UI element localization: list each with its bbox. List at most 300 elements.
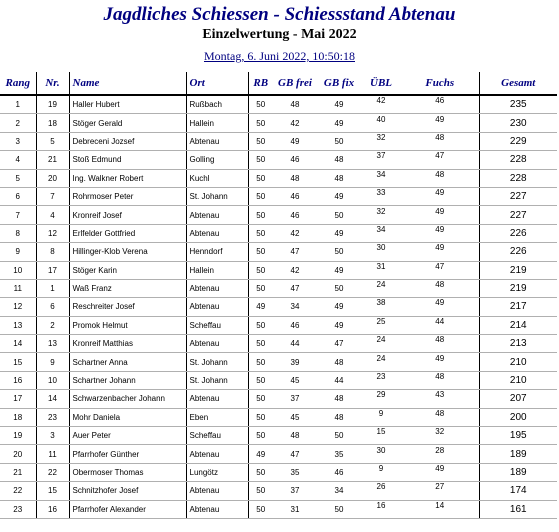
cell-nr: 7 <box>36 187 69 205</box>
cell-ort: Lungötz <box>186 463 248 481</box>
cell-fuchs-value: 48 <box>435 169 445 179</box>
col-header-gbfrei: GB frei <box>273 72 317 95</box>
cell-ort: Golling <box>186 151 248 169</box>
cell-fuchs <box>401 298 479 316</box>
cell-rang: 10 <box>0 261 36 279</box>
cell-fuchs-value: 48 <box>435 335 445 345</box>
cell-rb: 50 <box>248 261 273 279</box>
cell-gesamt: 210 <box>479 371 557 389</box>
table-row <box>0 151 557 169</box>
cell-rang: 7 <box>0 206 36 224</box>
cell-fuchs-value: 47 <box>435 261 445 271</box>
cell-rang: 1 <box>0 95 36 114</box>
cell-rang: 4 <box>0 151 36 169</box>
cell-gbfix: 49 <box>317 114 361 132</box>
cell-uebl <box>361 335 401 353</box>
cell-name: Stoß Edmund <box>69 151 186 169</box>
cell-rang: 16 <box>0 371 36 389</box>
cell-rb: 50 <box>248 316 273 334</box>
cell-ort: Scheffau <box>186 316 248 334</box>
cell-gbfrei: 48 <box>273 169 317 187</box>
cell-fuchs-value: 49 <box>435 353 445 363</box>
table-row <box>0 371 557 389</box>
cell-rang: 9 <box>0 243 36 261</box>
cell-rang: 14 <box>0 335 36 353</box>
cell-name: Auer Peter <box>69 427 186 445</box>
cell-rang: 12 <box>0 298 36 316</box>
cell-gbfix: 44 <box>317 371 361 389</box>
cell-uebl-value: 24 <box>376 353 386 363</box>
cell-ort: Hallein <box>186 261 248 279</box>
cell-gesamt: 228 <box>479 151 557 169</box>
cell-fuchs <box>401 224 479 242</box>
cell-uebl-value: 23 <box>376 372 386 382</box>
cell-uebl <box>361 132 401 150</box>
cell-gbfrei: 46 <box>273 206 317 224</box>
cell-fuchs <box>401 243 479 261</box>
cell-rb: 50 <box>248 408 273 426</box>
cell-rang: 15 <box>0 353 36 371</box>
table-row <box>0 500 557 518</box>
cell-rang: 13 <box>0 316 36 334</box>
cell-uebl <box>361 390 401 408</box>
cell-gbfrei: 48 <box>273 427 317 445</box>
cell-rang: 21 <box>0 463 36 481</box>
cell-gesamt: 230 <box>479 114 557 132</box>
cell-uebl-value: 24 <box>376 335 386 345</box>
cell-nr: 23 <box>36 408 69 426</box>
cell-fuchs-value: 28 <box>435 445 445 455</box>
cell-name: Schwarzenbacher Johann <box>69 390 186 408</box>
cell-rang: 6 <box>0 187 36 205</box>
cell-rb: 50 <box>248 243 273 261</box>
cell-gbfix: 50 <box>317 279 361 297</box>
cell-uebl-value: 33 <box>376 188 386 198</box>
cell-fuchs <box>401 463 479 481</box>
cell-fuchs-value: 49 <box>435 243 445 253</box>
cell-uebl-value: 29 <box>376 390 386 400</box>
cell-ort: Hallein <box>186 114 248 132</box>
table-row <box>0 243 557 261</box>
cell-nr: 21 <box>36 151 69 169</box>
table-row <box>0 335 557 353</box>
cell-ort: Abtenau <box>186 132 248 150</box>
cell-name: Kronreif Josef <box>69 206 186 224</box>
cell-gbfrei: 45 <box>273 371 317 389</box>
cell-ort: Abtenau <box>186 335 248 353</box>
cell-fuchs <box>401 206 479 224</box>
cell-gbfix: 49 <box>317 298 361 316</box>
cell-fuchs <box>401 114 479 132</box>
cell-name: Promok Helmut <box>69 316 186 334</box>
cell-nr: 18 <box>36 114 69 132</box>
cell-rb: 49 <box>248 298 273 316</box>
cell-rb: 50 <box>248 187 273 205</box>
cell-name: Schartner Anna <box>69 353 186 371</box>
col-header-gbfix: GB fix <box>317 72 361 95</box>
cell-uebl-value: 26 <box>376 482 386 492</box>
cell-uebl <box>361 261 401 279</box>
cell-nr: 6 <box>36 298 69 316</box>
report-datetime: Montag, 6. Juni 2022, 10:50:18 <box>203 49 355 63</box>
cell-name: Debreceni Jozsef <box>69 132 186 150</box>
cell-fuchs <box>401 279 479 297</box>
col-header-ort: Ort <box>186 72 248 95</box>
cell-gbfrei: 37 <box>273 482 317 500</box>
cell-nr: 12 <box>36 224 69 242</box>
cell-ort: Abtenau <box>186 224 248 242</box>
cell-nr: 15 <box>36 482 69 500</box>
cell-gbfrei: 34 <box>273 298 317 316</box>
cell-gesamt: 235 <box>479 95 557 114</box>
cell-ort: Abtenau <box>186 500 248 518</box>
cell-gbfix: 35 <box>317 445 361 463</box>
cell-gbfix: 48 <box>317 151 361 169</box>
cell-rb: 50 <box>248 335 273 353</box>
cell-rb: 50 <box>248 463 273 481</box>
cell-rang: 11 <box>0 279 36 297</box>
cell-rang: 19 <box>0 427 36 445</box>
cell-rang: 22 <box>0 482 36 500</box>
cell-fuchs <box>401 335 479 353</box>
cell-gbfix: 49 <box>317 187 361 205</box>
cell-gbfix: 50 <box>317 500 361 518</box>
cell-fuchs-value: 49 <box>435 224 445 234</box>
cell-name: Kronreif Matthias <box>69 335 186 353</box>
cell-rb: 50 <box>248 390 273 408</box>
cell-uebl-value: 42 <box>376 96 386 106</box>
cell-fuchs <box>401 390 479 408</box>
cell-uebl <box>361 408 401 426</box>
cell-gesamt: 229 <box>479 132 557 150</box>
cell-uebl-value: 37 <box>376 151 386 161</box>
table-row <box>0 427 557 445</box>
cell-gbfrei: 45 <box>273 408 317 426</box>
cell-ort: St. Johann <box>186 187 248 205</box>
cell-gbfrei: 37 <box>273 390 317 408</box>
cell-gesamt: 189 <box>479 445 557 463</box>
cell-fuchs <box>401 261 479 279</box>
col-header-uebl: ÜBL <box>361 72 401 95</box>
cell-fuchs-value: 43 <box>435 390 445 400</box>
cell-rb: 50 <box>248 114 273 132</box>
cell-fuchs-value: 14 <box>435 500 445 510</box>
col-header-name: Name <box>69 72 186 95</box>
cell-gesamt: 227 <box>479 206 557 224</box>
table-row <box>0 316 557 334</box>
cell-fuchs <box>401 371 479 389</box>
cell-uebl-value: 32 <box>376 206 386 216</box>
cell-rb: 50 <box>248 224 273 242</box>
cell-rb: 50 <box>248 132 273 150</box>
table-row <box>0 187 557 205</box>
cell-name: Schnitzhofer Josef <box>69 482 186 500</box>
cell-gbfrei: 44 <box>273 335 317 353</box>
cell-ort: Abtenau <box>186 298 248 316</box>
cell-nr: 19 <box>36 95 69 114</box>
cell-nr: 3 <box>36 427 69 445</box>
cell-uebl <box>361 445 401 463</box>
cell-fuchs-value: 44 <box>435 316 445 326</box>
cell-gbfix: 34 <box>317 482 361 500</box>
cell-nr: 13 <box>36 335 69 353</box>
col-header-nr: Nr. <box>36 72 69 95</box>
cell-uebl-value: 24 <box>376 280 386 290</box>
cell-nr: 10 <box>36 371 69 389</box>
cell-rang: 20 <box>0 445 36 463</box>
table-row <box>0 206 557 224</box>
cell-uebl-value: 9 <box>378 464 384 473</box>
cell-gbfix: 47 <box>317 335 361 353</box>
cell-gesamt: 214 <box>479 316 557 334</box>
cell-uebl <box>361 114 401 132</box>
cell-fuchs-value: 49 <box>435 298 445 308</box>
cell-name: Stöger Karin <box>69 261 186 279</box>
cell-ort: Henndorf <box>186 243 248 261</box>
cell-uebl-value: 30 <box>376 243 386 253</box>
cell-fuchs-value: 48 <box>435 408 445 418</box>
table-row <box>0 390 557 408</box>
cell-gbfrei: 47 <box>273 445 317 463</box>
table-row <box>0 445 557 463</box>
cell-gbfrei: 46 <box>273 151 317 169</box>
cell-gesamt: 219 <box>479 261 557 279</box>
cell-name: Pfarrhofer Alexander <box>69 500 186 518</box>
cell-gesamt: 219 <box>479 279 557 297</box>
cell-nr: 5 <box>36 132 69 150</box>
table-row <box>0 261 557 279</box>
cell-rb: 50 <box>248 427 273 445</box>
cell-rb: 50 <box>248 95 273 114</box>
cell-nr: 22 <box>36 463 69 481</box>
table-row <box>0 298 557 316</box>
cell-uebl-value: 16 <box>376 500 386 510</box>
table-row <box>0 169 557 187</box>
cell-fuchs-value: 27 <box>435 482 445 492</box>
cell-uebl <box>361 298 401 316</box>
cell-nr: 11 <box>36 445 69 463</box>
cell-nr: 1 <box>36 279 69 297</box>
cell-name: Schartner Johann <box>69 371 186 389</box>
cell-nr: 16 <box>36 500 69 518</box>
cell-fuchs-value: 32 <box>435 427 445 437</box>
cell-uebl-value: 30 <box>376 445 386 455</box>
cell-nr: 2 <box>36 316 69 334</box>
cell-gbfix: 49 <box>317 261 361 279</box>
cell-ort: Abtenau <box>186 390 248 408</box>
cell-fuchs <box>401 482 479 500</box>
cell-ort: Rußbach <box>186 95 248 114</box>
cell-rb: 50 <box>248 279 273 297</box>
cell-rb: 50 <box>248 169 273 187</box>
cell-fuchs <box>401 500 479 518</box>
cell-ort: Eben <box>186 408 248 426</box>
cell-fuchs-value: 48 <box>435 280 445 290</box>
cell-fuchs <box>401 316 479 334</box>
cell-uebl <box>361 95 401 114</box>
cell-fuchs-value: 48 <box>435 132 445 142</box>
cell-name: Ing. Walkner Robert <box>69 169 186 187</box>
cell-ort: Kuchl <box>186 169 248 187</box>
cell-fuchs <box>401 187 479 205</box>
cell-gbfix: 49 <box>317 224 361 242</box>
cell-fuchs-value: 49 <box>435 206 445 216</box>
cell-fuchs <box>401 151 479 169</box>
cell-fuchs <box>401 445 479 463</box>
cell-name: Hillinger-Klob Verena <box>69 243 186 261</box>
cell-gbfrei: 31 <box>273 500 317 518</box>
cell-gbfix: 49 <box>317 95 361 114</box>
cell-rang: 17 <box>0 390 36 408</box>
table-row <box>0 279 557 297</box>
cell-nr: 9 <box>36 353 69 371</box>
cell-uebl-value: 15 <box>376 427 386 437</box>
cell-ort: Abtenau <box>186 482 248 500</box>
cell-name: Stöger Gerald <box>69 114 186 132</box>
cell-rang: 18 <box>0 408 36 426</box>
cell-nr: 8 <box>36 243 69 261</box>
cell-fuchs-value: 46 <box>435 96 445 106</box>
cell-rb: 50 <box>248 482 273 500</box>
cell-ort: Abtenau <box>186 445 248 463</box>
cell-gbfix: 48 <box>317 169 361 187</box>
cell-uebl <box>361 427 401 445</box>
cell-uebl-value: 25 <box>376 316 386 326</box>
cell-rb: 50 <box>248 206 273 224</box>
cell-name: Reschreiter Josef <box>69 298 186 316</box>
cell-uebl-value: 9 <box>378 408 384 418</box>
cell-fuchs-value: 48 <box>435 372 445 382</box>
cell-fuchs <box>401 408 479 426</box>
cell-fuchs-value: 49 <box>435 464 445 473</box>
cell-gbfix: 50 <box>317 243 361 261</box>
cell-name: Rohrmoser Peter <box>69 187 186 205</box>
cell-rb: 50 <box>248 371 273 389</box>
col-header-fuchs: Fuchs <box>401 72 479 95</box>
cell-fuchs-value: 49 <box>435 188 445 198</box>
cell-uebl-value: 40 <box>376 114 386 124</box>
cell-ort: Scheffau <box>186 427 248 445</box>
cell-ort: Abtenau <box>186 279 248 297</box>
cell-rang: 8 <box>0 224 36 242</box>
cell-uebl <box>361 316 401 334</box>
cell-gbfix: 50 <box>317 427 361 445</box>
cell-gbfix: 48 <box>317 353 361 371</box>
cell-gesamt: 210 <box>479 353 557 371</box>
cell-gbfrei: 42 <box>273 224 317 242</box>
cell-name: Waß Franz <box>69 279 186 297</box>
cell-uebl <box>361 187 401 205</box>
cell-gesamt: 213 <box>479 335 557 353</box>
cell-gesamt: 227 <box>479 187 557 205</box>
cell-uebl-value: 38 <box>376 298 386 308</box>
cell-name: Erlfelder Gottfried <box>69 224 186 242</box>
cell-rb: 50 <box>248 353 273 371</box>
cell-gbfrei: 48 <box>273 95 317 114</box>
cell-rb: 49 <box>248 445 273 463</box>
cell-gesamt: 228 <box>479 169 557 187</box>
cell-fuchs <box>401 427 479 445</box>
cell-gbfrei: 47 <box>273 243 317 261</box>
cell-gbfix: 48 <box>317 408 361 426</box>
cell-rb: 50 <box>248 500 273 518</box>
cell-rang: 5 <box>0 169 36 187</box>
cell-name: Haller Hubert <box>69 95 186 114</box>
cell-gbfix: 46 <box>317 463 361 481</box>
cell-uebl <box>361 206 401 224</box>
col-header-rang: Rang <box>0 72 36 95</box>
cell-gbfrei: 35 <box>273 463 317 481</box>
cell-gbfix: 50 <box>317 206 361 224</box>
col-header-gesamt: Gesamt <box>479 72 557 95</box>
cell-uebl <box>361 151 401 169</box>
cell-name: Pfarrhofer Günther <box>69 445 186 463</box>
cell-gbfrei: 49 <box>273 132 317 150</box>
cell-uebl <box>361 482 401 500</box>
cell-gesamt: 226 <box>479 224 557 242</box>
table-row <box>0 114 557 132</box>
cell-uebl-value: 34 <box>376 224 386 234</box>
cell-uebl <box>361 243 401 261</box>
cell-fuchs <box>401 95 479 114</box>
cell-nr: 20 <box>36 169 69 187</box>
cell-gesamt: 200 <box>479 408 557 426</box>
page-subtitle: Einzelwertung - Mai 2022 <box>202 27 357 42</box>
table-row <box>0 408 557 426</box>
cell-gbfrei: 46 <box>273 316 317 334</box>
cell-uebl-value: 32 <box>376 132 386 142</box>
cell-name: Obermoser Thomas <box>69 463 186 481</box>
table-row <box>0 482 557 500</box>
cell-name: Mohr Daniela <box>69 408 186 426</box>
cell-uebl-value: 31 <box>376 261 386 271</box>
cell-uebl <box>361 224 401 242</box>
cell-ort: Abtenau <box>186 206 248 224</box>
cell-gesamt: 226 <box>479 243 557 261</box>
table-row <box>0 463 557 481</box>
cell-gbfrei: 42 <box>273 261 317 279</box>
cell-gbfrei: 46 <box>273 187 317 205</box>
table-row <box>0 132 557 150</box>
table-header-row <box>0 72 557 95</box>
cell-rb: 50 <box>248 151 273 169</box>
cell-gesamt: 189 <box>479 463 557 481</box>
cell-rang: 3 <box>0 132 36 150</box>
cell-fuchs-value: 47 <box>435 151 445 161</box>
cell-fuchs <box>401 353 479 371</box>
cell-uebl <box>361 463 401 481</box>
cell-gbfix: 50 <box>317 132 361 150</box>
cell-gesamt: 207 <box>479 390 557 408</box>
cell-ort: St. Johann <box>186 353 248 371</box>
cell-gesamt: 174 <box>479 482 557 500</box>
col-header-rb: RB <box>248 72 273 95</box>
cell-gbfix: 49 <box>317 316 361 334</box>
cell-nr: 14 <box>36 390 69 408</box>
cell-fuchs-value: 49 <box>435 114 445 124</box>
cell-gbfrei: 42 <box>273 114 317 132</box>
cell-gbfrei: 39 <box>273 353 317 371</box>
cell-gesamt: 217 <box>479 298 557 316</box>
cell-nr: 17 <box>36 261 69 279</box>
table-row <box>0 224 557 242</box>
cell-uebl-value: 34 <box>376 169 386 179</box>
cell-uebl <box>361 169 401 187</box>
cell-fuchs <box>401 132 479 150</box>
cell-ort: St. Johann <box>186 371 248 389</box>
cell-uebl <box>361 500 401 518</box>
cell-gbfrei: 47 <box>273 279 317 297</box>
